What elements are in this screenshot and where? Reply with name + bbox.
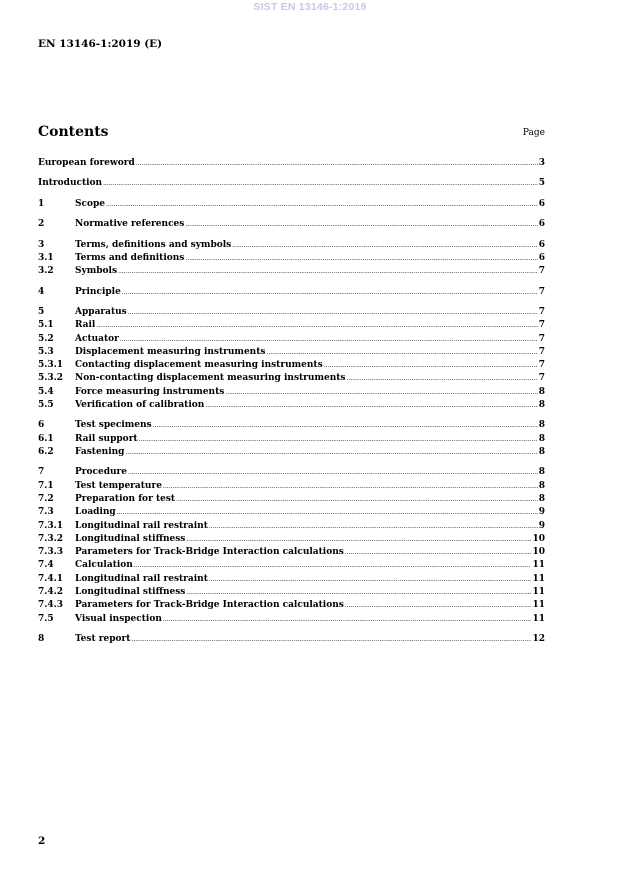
toc-entry-title: Apparatus	[75, 306, 127, 317]
dot-leader	[134, 559, 532, 572]
dot-leader	[186, 586, 531, 599]
toc-entry-number: 7.4	[38, 560, 54, 571]
toc-entry-page: 9	[538, 507, 545, 518]
dot-leader	[186, 533, 531, 546]
toc-entry-number: 2	[38, 219, 45, 230]
toc-entry[interactable]	[38, 333, 545, 346]
toc-entry[interactable]	[38, 177, 545, 190]
toc-entry-title: Parameters for Track-Bridge Interaction calculations	[75, 547, 344, 558]
dot-leader	[122, 286, 538, 299]
toc-entry-title: Scope	[75, 198, 106, 209]
dot-leader	[345, 599, 532, 612]
dot-leader	[324, 359, 538, 372]
toc-entry-page: 5	[538, 178, 545, 189]
toc-entry-number: 7.3.2	[38, 533, 64, 544]
toc-entry-page: 7	[538, 306, 545, 317]
toc-entry-number: 3.1	[38, 252, 54, 263]
toc-entry-page: 7	[538, 360, 545, 371]
toc-entry-page: 9	[538, 520, 545, 531]
toc-entry[interactable]	[38, 533, 545, 546]
toc-entry[interactable]	[38, 419, 545, 432]
dot-leader	[103, 177, 538, 190]
toc-entry[interactable]	[38, 446, 545, 459]
toc-entry[interactable]	[38, 239, 545, 252]
toc-entry-title: Non-contacting displacement measuring instruments	[75, 373, 346, 384]
toc-entry-number: 6	[38, 420, 45, 431]
dot-leader	[176, 493, 538, 506]
toc-entry[interactable]	[38, 319, 545, 332]
toc-entry-number: 3	[38, 239, 45, 250]
toc-entry-page: 6	[538, 219, 545, 230]
toc-entry-page: 11	[532, 613, 545, 624]
toc-entry-number: 7	[38, 467, 45, 478]
dot-leader	[163, 613, 532, 626]
toc-entry-page: 11	[532, 573, 545, 584]
dot-leader	[346, 372, 537, 385]
toc-entry-title: European foreword	[38, 158, 135, 168]
toc-entry-number: 7.1	[38, 480, 54, 491]
dot-leader	[185, 252, 537, 265]
dot-leader	[118, 265, 538, 278]
toc-entry-page: 8	[538, 493, 545, 504]
contents-title: Contents	[38, 124, 109, 140]
dot-leader	[209, 520, 538, 533]
toc-entry[interactable]	[38, 346, 545, 359]
toc-entry-title: Normative references	[75, 219, 185, 230]
toc-entry[interactable]	[38, 252, 545, 265]
toc-entry-number: 3.2	[38, 266, 54, 277]
toc-entry-number: 7.4.1	[38, 573, 64, 584]
toc-entry-title: Rail support	[75, 433, 138, 444]
toc-entry-number: 5.3.1	[38, 360, 64, 371]
dot-leader	[232, 239, 537, 252]
toc-entry-number: 6.1	[38, 433, 54, 444]
dot-leader	[205, 399, 537, 412]
toc-entry-title: Verification of calibration	[75, 400, 205, 411]
toc-entry[interactable]	[38, 573, 545, 586]
toc-entry-page: 6	[538, 198, 545, 209]
toc-entry-title: Contacting displacement measuring instruments	[75, 360, 323, 371]
dot-leader	[225, 386, 537, 399]
toc-entry-title: Actuator	[75, 333, 119, 344]
toc-entry-page: 8	[538, 433, 545, 444]
dot-leader	[128, 306, 538, 319]
toc-entry-number: 4	[38, 286, 45, 297]
toc-entry-number: 7.3.1	[38, 520, 64, 531]
toc-entry[interactable]	[38, 613, 545, 626]
toc-entry[interactable]	[38, 466, 545, 479]
toc-entry-page: 7	[538, 320, 545, 331]
toc-entry-title: Symbols	[75, 266, 118, 277]
toc-entry-page: 7	[538, 266, 545, 277]
toc-entry-number: 5.3	[38, 346, 54, 357]
toc-entry-title: Rail	[75, 320, 96, 331]
toc-entry[interactable]	[38, 546, 545, 559]
toc-entry[interactable]	[38, 359, 545, 372]
toc-entry-title: Parameters for Track-Bridge Interaction calculations	[75, 600, 344, 611]
dot-leader	[96, 319, 537, 332]
toc-entry-page: 10	[532, 533, 545, 544]
dot-leader	[106, 198, 538, 211]
dot-leader	[139, 433, 538, 446]
toc-entry[interactable]	[38, 586, 545, 599]
toc-entry-page: 7	[538, 346, 545, 357]
document-id: EN 13146-1:2019 (E)	[38, 38, 163, 50]
toc-entry[interactable]	[38, 493, 545, 506]
toc-entry-page: 11	[532, 560, 545, 571]
dot-leader	[131, 633, 531, 646]
toc-entry-title: Longitudinal rail restraint	[75, 573, 208, 584]
toc-entry-title: Terms, definitions and symbols	[75, 239, 232, 250]
dot-leader	[128, 466, 538, 479]
watermark: SIST EN 13146-1:2019	[253, 1, 367, 13]
toc-entry-number: 5	[38, 306, 45, 317]
dot-leader	[120, 333, 538, 346]
toc-entry-page: 12	[532, 634, 545, 645]
toc-entry-page: 11	[532, 587, 545, 598]
toc-entry-title: Procedure	[75, 467, 128, 478]
toc-entry-number: 5.5	[38, 400, 54, 411]
toc-entry[interactable]	[38, 306, 545, 319]
toc-entry-title: Preparation for test	[75, 493, 176, 504]
toc-entry[interactable]	[38, 520, 545, 533]
toc-entry[interactable]	[38, 286, 545, 299]
toc-entry-number: 6.2	[38, 447, 54, 457]
toc-entry-number: 5.4	[38, 386, 54, 397]
toc-entry-number: 7.3	[38, 507, 54, 518]
table-of-contents	[38, 157, 545, 646]
toc-entry-page: 8	[538, 447, 545, 457]
dot-leader	[185, 218, 537, 231]
toc-entry-title: Calculation	[75, 560, 133, 571]
toc-entry-title: Test report	[75, 634, 131, 645]
toc-entry-page: 8	[538, 480, 545, 491]
toc-entry[interactable]	[38, 506, 545, 519]
toc-entry-page: 10	[532, 547, 545, 558]
toc-entry-page: 6	[538, 239, 545, 250]
toc-entry-page: 8	[538, 400, 545, 411]
toc-entry-number: 7.4.2	[38, 587, 64, 598]
toc-entry-title: Longitudinal stiffness	[75, 587, 186, 598]
toc-entry-page: 11	[532, 600, 545, 611]
toc-entry-title: Terms and definitions	[75, 252, 185, 263]
toc-entry-page: 8	[538, 467, 545, 478]
dot-leader	[266, 346, 537, 359]
toc-entry-title: Visual inspection	[75, 613, 162, 624]
toc-entry-title: Principle	[75, 286, 121, 297]
toc-entry-number: 5.3.2	[38, 373, 64, 384]
toc-entry[interactable]	[38, 157, 545, 170]
toc-entry-number: 5.2	[38, 333, 54, 344]
toc-entry-title: Longitudinal stiffness	[75, 533, 186, 544]
toc-entry[interactable]	[38, 433, 545, 446]
toc-entry[interactable]	[38, 399, 545, 412]
toc-entry[interactable]	[38, 372, 545, 385]
toc-entry[interactable]	[38, 218, 545, 231]
page-column-label: Page	[522, 128, 545, 138]
toc-entry-page: 7	[538, 373, 545, 384]
toc-entry-title: Displacement measuring instruments	[75, 346, 266, 357]
toc-entry-number: 7.5	[38, 613, 54, 624]
toc-entry[interactable]	[38, 599, 545, 612]
dot-leader	[153, 419, 538, 432]
toc-entry-title: Test specimens	[75, 420, 152, 431]
toc-entry-title: Longitudinal rail restraint	[75, 520, 208, 531]
toc-entry-title: Test temperature	[75, 480, 162, 491]
page-number: 2	[38, 835, 46, 847]
toc-entry-page: 6	[538, 252, 545, 263]
toc-entry-page: 7	[538, 333, 545, 344]
toc-entry-number: 1	[38, 198, 45, 209]
dot-leader	[209, 573, 532, 586]
toc-entry-page: 8	[538, 386, 545, 397]
toc-entry-number: 7.3.3	[38, 547, 64, 558]
toc-entry[interactable]	[38, 198, 545, 211]
toc-entry-number: 7.2	[38, 493, 54, 504]
toc-entry-number: 7.4.3	[38, 600, 64, 611]
toc-entry-title: Introduction	[38, 178, 103, 189]
dot-leader	[345, 546, 532, 559]
toc-entry-title: Force measuring instruments	[75, 386, 225, 397]
toc-entry[interactable]	[38, 633, 545, 646]
dot-leader	[163, 480, 538, 493]
toc-entry-page: 3	[538, 158, 545, 168]
toc-entry-title: Loading	[75, 507, 116, 518]
toc-entry-number: 8	[38, 634, 45, 645]
toc-entry[interactable]	[38, 480, 545, 493]
toc-entry-page: 8	[538, 420, 545, 431]
toc-entry[interactable]	[38, 559, 545, 572]
dot-leader	[125, 446, 537, 459]
dot-leader	[117, 506, 538, 519]
dot-leader	[136, 157, 538, 170]
toc-entry-page: 7	[538, 286, 545, 297]
toc-entry-title: Fastening	[75, 447, 125, 457]
toc-entry-number: 5.1	[38, 320, 54, 331]
toc-entry[interactable]	[38, 386, 545, 399]
toc-entry[interactable]	[38, 265, 545, 278]
